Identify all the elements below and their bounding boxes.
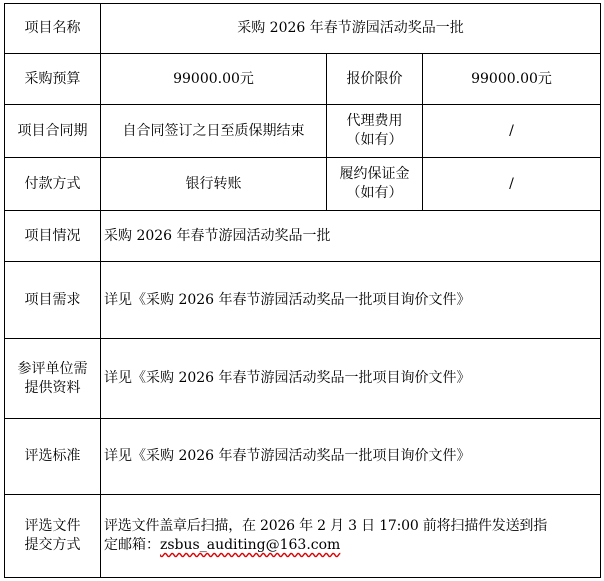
payment-value: 银行转账	[101, 158, 327, 211]
table-row-project-name	[5, 4, 601, 54]
project-name-label: 项目名称	[5, 4, 101, 54]
submission-label-line2: 提交方式	[24, 537, 81, 553]
table-row-submission	[5, 495, 601, 578]
project-name-value: 采购 2026 年春节游园活动奖品一批	[101, 4, 601, 54]
table-row-criteria	[5, 419, 601, 495]
performance-bond-value: /	[423, 158, 601, 211]
budget-label: 采购预算	[5, 54, 101, 105]
agency-fee-label	[327, 105, 423, 158]
table-row-payment	[5, 158, 601, 211]
submission-email: zsbus_auditing@163.com	[160, 537, 341, 553]
submission-value-line2	[104, 536, 597, 555]
submission-value-line1: 评选文件盖章后扫描，在 2026 年 2 月 3 日 17:00 前将扫描件发送到指	[104, 518, 547, 535]
submission-value	[101, 495, 601, 578]
project-info-label: 项目情况	[5, 211, 101, 262]
submission-label-line1: 评选文件	[24, 518, 81, 535]
price-limit-label: 报价限价	[327, 54, 423, 105]
criteria-value: 详见《采购 2026 年春节游园活动奖品一批项目询价文件》	[101, 419, 601, 495]
submission-value-prefix: 定邮箱：	[104, 537, 160, 553]
materials-label	[5, 339, 101, 419]
requirements-label: 项目需求	[5, 262, 101, 339]
project-info-value: 采购 2026 年春节游园活动奖品一批	[101, 211, 601, 262]
project-info-table	[4, 3, 601, 578]
table-row-materials	[5, 339, 601, 419]
performance-bond-label-line2: （如有）	[346, 185, 403, 201]
table-row-requirements	[5, 262, 601, 339]
submission-label	[5, 495, 101, 578]
table-row-budget	[5, 54, 601, 105]
table-row-project-info	[5, 211, 601, 262]
agency-fee-label-line1: 代理费用	[346, 113, 403, 130]
price-limit-value: 99000.00元	[423, 54, 601, 105]
contract-period-label: 项目合同期	[5, 105, 101, 158]
performance-bond-label	[327, 158, 423, 211]
materials-label-line2: 提供资料	[24, 379, 81, 396]
budget-value: 99000.00元	[101, 54, 327, 105]
materials-label-line1: 参评单位需	[17, 360, 88, 377]
table-row-contract-period	[5, 105, 601, 158]
criteria-label: 评选标准	[5, 419, 101, 495]
contract-period-value: 自合同签订之日至质保期结束	[101, 105, 327, 158]
requirements-value: 详见《采购 2026 年春节游园活动奖品一批项目询价文件》	[101, 262, 601, 339]
agency-fee-label-line2: （如有）	[346, 132, 403, 148]
agency-fee-value: /	[423, 105, 601, 158]
materials-value: 详见《采购 2026 年春节游园活动奖品一批项目询价文件》	[101, 339, 601, 419]
payment-label: 付款方式	[5, 158, 101, 211]
performance-bond-label-line1: 履约保证金	[339, 166, 410, 183]
